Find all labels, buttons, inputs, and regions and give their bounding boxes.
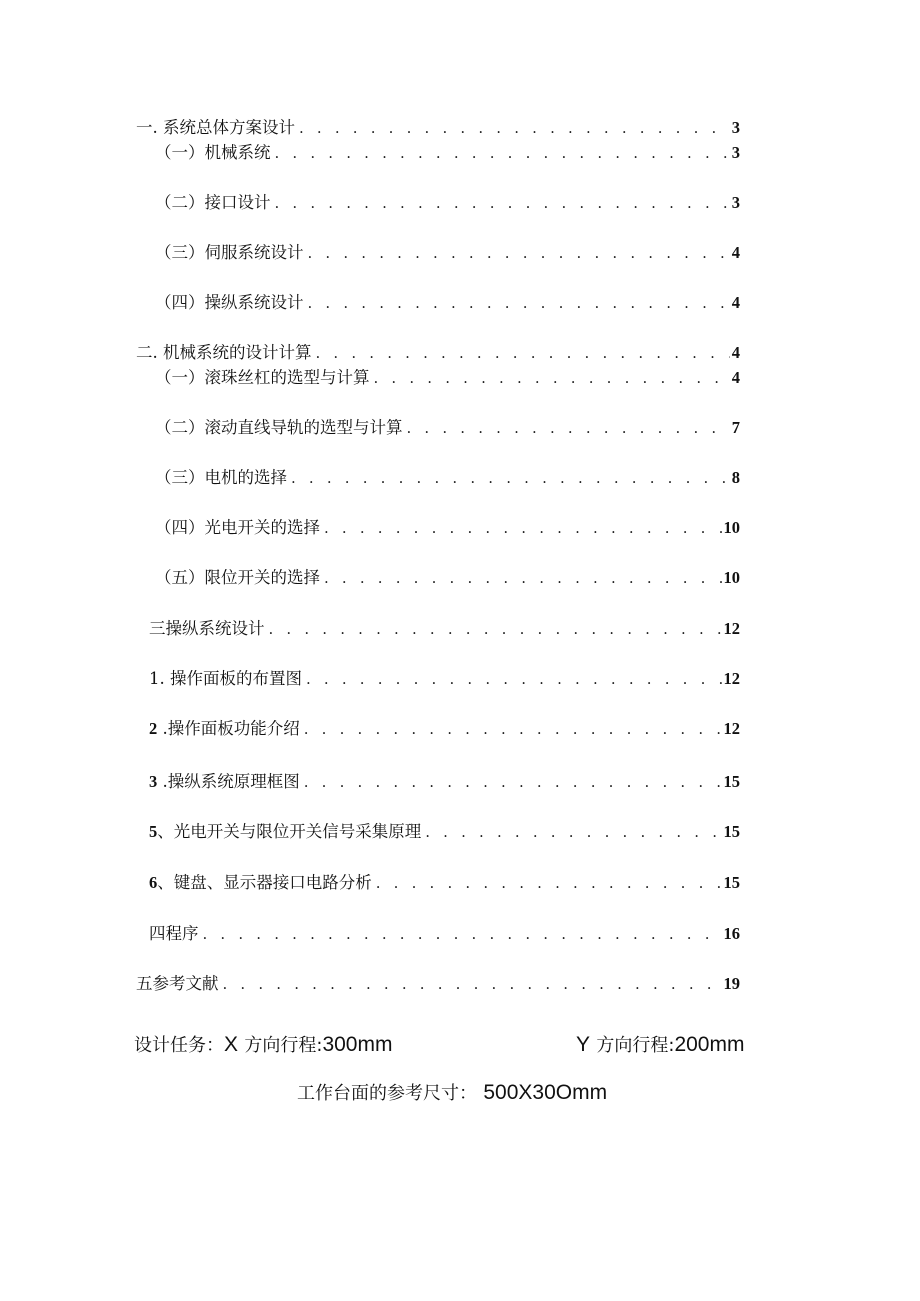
toc-entry-page: 12	[723, 619, 740, 638]
toc-leader-dots	[316, 340, 730, 366]
toc-entry	[155, 365, 740, 391]
toc-entry-title: 二. 机械系统的设计计算	[136, 343, 312, 362]
toc-leader-dots	[291, 465, 730, 491]
toc-leader-dots	[425, 819, 721, 845]
toc-entry-page: 7	[731, 418, 740, 437]
toc-entry-number: 2	[149, 719, 158, 738]
toc-leader-dots	[304, 716, 722, 742]
x-travel-value: 300mm	[322, 1033, 393, 1056]
design-task-label: 设计任务：	[134, 1035, 224, 1056]
toc-entry-page: 3	[731, 193, 740, 212]
toc-leader-dots	[324, 565, 722, 591]
toc-entry-page: 8	[731, 468, 740, 487]
toc-entry	[149, 819, 740, 845]
toc-entry	[149, 716, 740, 742]
table-size-value: 500X30Omm	[483, 1081, 608, 1104]
toc-entry	[155, 190, 740, 216]
toc-entry-title: （一）机械系统	[155, 143, 271, 162]
y-travel-label: 方向行程:	[596, 1035, 675, 1056]
toc-entry-title	[149, 769, 304, 795]
toc-entry-title	[149, 819, 425, 845]
toc-leader-dots	[299, 115, 730, 141]
toc-entry	[155, 465, 740, 491]
design-task-y	[576, 1029, 744, 1061]
toc-entry-page: 19	[723, 974, 740, 993]
toc-leader-dots	[275, 140, 730, 166]
toc-entry-title: （三）电机的选择	[155, 468, 287, 487]
y-axis-letter: Y	[576, 1033, 591, 1056]
toc-entry-page: 10	[723, 568, 740, 587]
toc-entry	[155, 140, 740, 166]
toc-entry-page: 15	[723, 873, 740, 892]
toc-entry-title: 一. 系统总体方案设计	[136, 118, 295, 137]
toc-entry	[155, 515, 740, 541]
toc-entry-page: 3	[731, 118, 740, 137]
toc-entry	[155, 240, 740, 266]
toc-entry-title: 四程序	[149, 924, 199, 943]
toc-leader-dots	[407, 415, 730, 441]
toc-entry	[136, 340, 740, 366]
toc-entry-title	[149, 716, 304, 742]
toc-entry	[149, 769, 740, 795]
toc-entry	[149, 870, 740, 896]
toc-entry-title: （四）光电开关的选择	[155, 518, 320, 537]
toc-entry	[149, 666, 740, 692]
toc-entry-text: 、键盘、显示器接口电路分析	[157, 873, 372, 892]
toc-entry-page: 15	[723, 772, 740, 791]
toc-entry-title: （二）滚动直线导轨的选型与计算	[155, 418, 403, 437]
toc-entry-title: （四）操纵系统设计	[155, 293, 304, 312]
toc-entry-text: .操纵系统原理框图	[157, 772, 300, 791]
toc-leader-dots	[223, 971, 722, 997]
toc-entry	[136, 115, 740, 141]
toc-entry	[155, 415, 740, 441]
toc-entry-number: 5	[149, 822, 158, 841]
toc-entry-title: （一）滚珠丝杠的选型与计算	[155, 368, 370, 387]
toc-entry-text: .操作面板功能介绍	[157, 719, 300, 738]
toc-entry-page: 12	[723, 719, 740, 738]
toc-leader-dots	[275, 190, 730, 216]
toc-entry	[149, 921, 740, 947]
toc-leader-dots	[308, 240, 730, 266]
toc-leader-dots	[306, 666, 722, 692]
toc-entry-page: 3	[731, 143, 740, 162]
toc-leader-dots	[374, 365, 730, 391]
toc-entry-page: 15	[723, 822, 740, 841]
toc-entry	[155, 290, 740, 316]
toc-entry-title: 三操纵系统设计	[149, 619, 265, 638]
table-reference-size	[297, 1077, 607, 1109]
toc-entry-title: 1. 操作面板的布置图	[149, 669, 302, 688]
toc-entry-page: 16	[723, 924, 740, 943]
toc-entry-page: 4	[731, 343, 740, 362]
toc-leader-dots	[269, 616, 722, 642]
toc-leader-dots	[308, 290, 730, 316]
toc-entry-title: 五参考文献	[136, 974, 219, 993]
toc-entry-page: 4	[731, 243, 740, 262]
toc-leader-dots	[376, 870, 722, 896]
toc-entry-title: （五）限位开关的选择	[155, 568, 320, 587]
y-travel-value: 200mm	[674, 1033, 745, 1056]
toc-entry-title	[149, 870, 376, 896]
toc-entry	[136, 971, 740, 997]
toc-entry-text: 、光电开关与限位开关信号采集原理	[157, 822, 422, 841]
table-size-label: 工作台面的参考尺寸：	[297, 1083, 477, 1104]
toc-leader-dots	[304, 769, 722, 795]
x-travel-label: 方向行程:	[244, 1035, 323, 1056]
toc-entry-page: 10	[723, 518, 740, 537]
toc-entry-number: 6	[149, 873, 158, 892]
toc-entry	[155, 565, 740, 591]
toc-entry-page: 4	[731, 293, 740, 312]
toc-entry-title: （三）伺服系统设计	[155, 243, 304, 262]
toc-entry-page: 12	[723, 669, 740, 688]
design-task-x	[134, 1029, 392, 1061]
toc-entry-title: （二）接口设计	[155, 193, 271, 212]
x-axis-letter: X	[224, 1033, 239, 1056]
toc-leader-dots	[203, 921, 722, 947]
toc-entry	[149, 616, 740, 642]
toc-entry-number: 3	[149, 772, 158, 791]
toc-leader-dots	[324, 515, 722, 541]
toc-entry-page: 4	[731, 368, 740, 387]
